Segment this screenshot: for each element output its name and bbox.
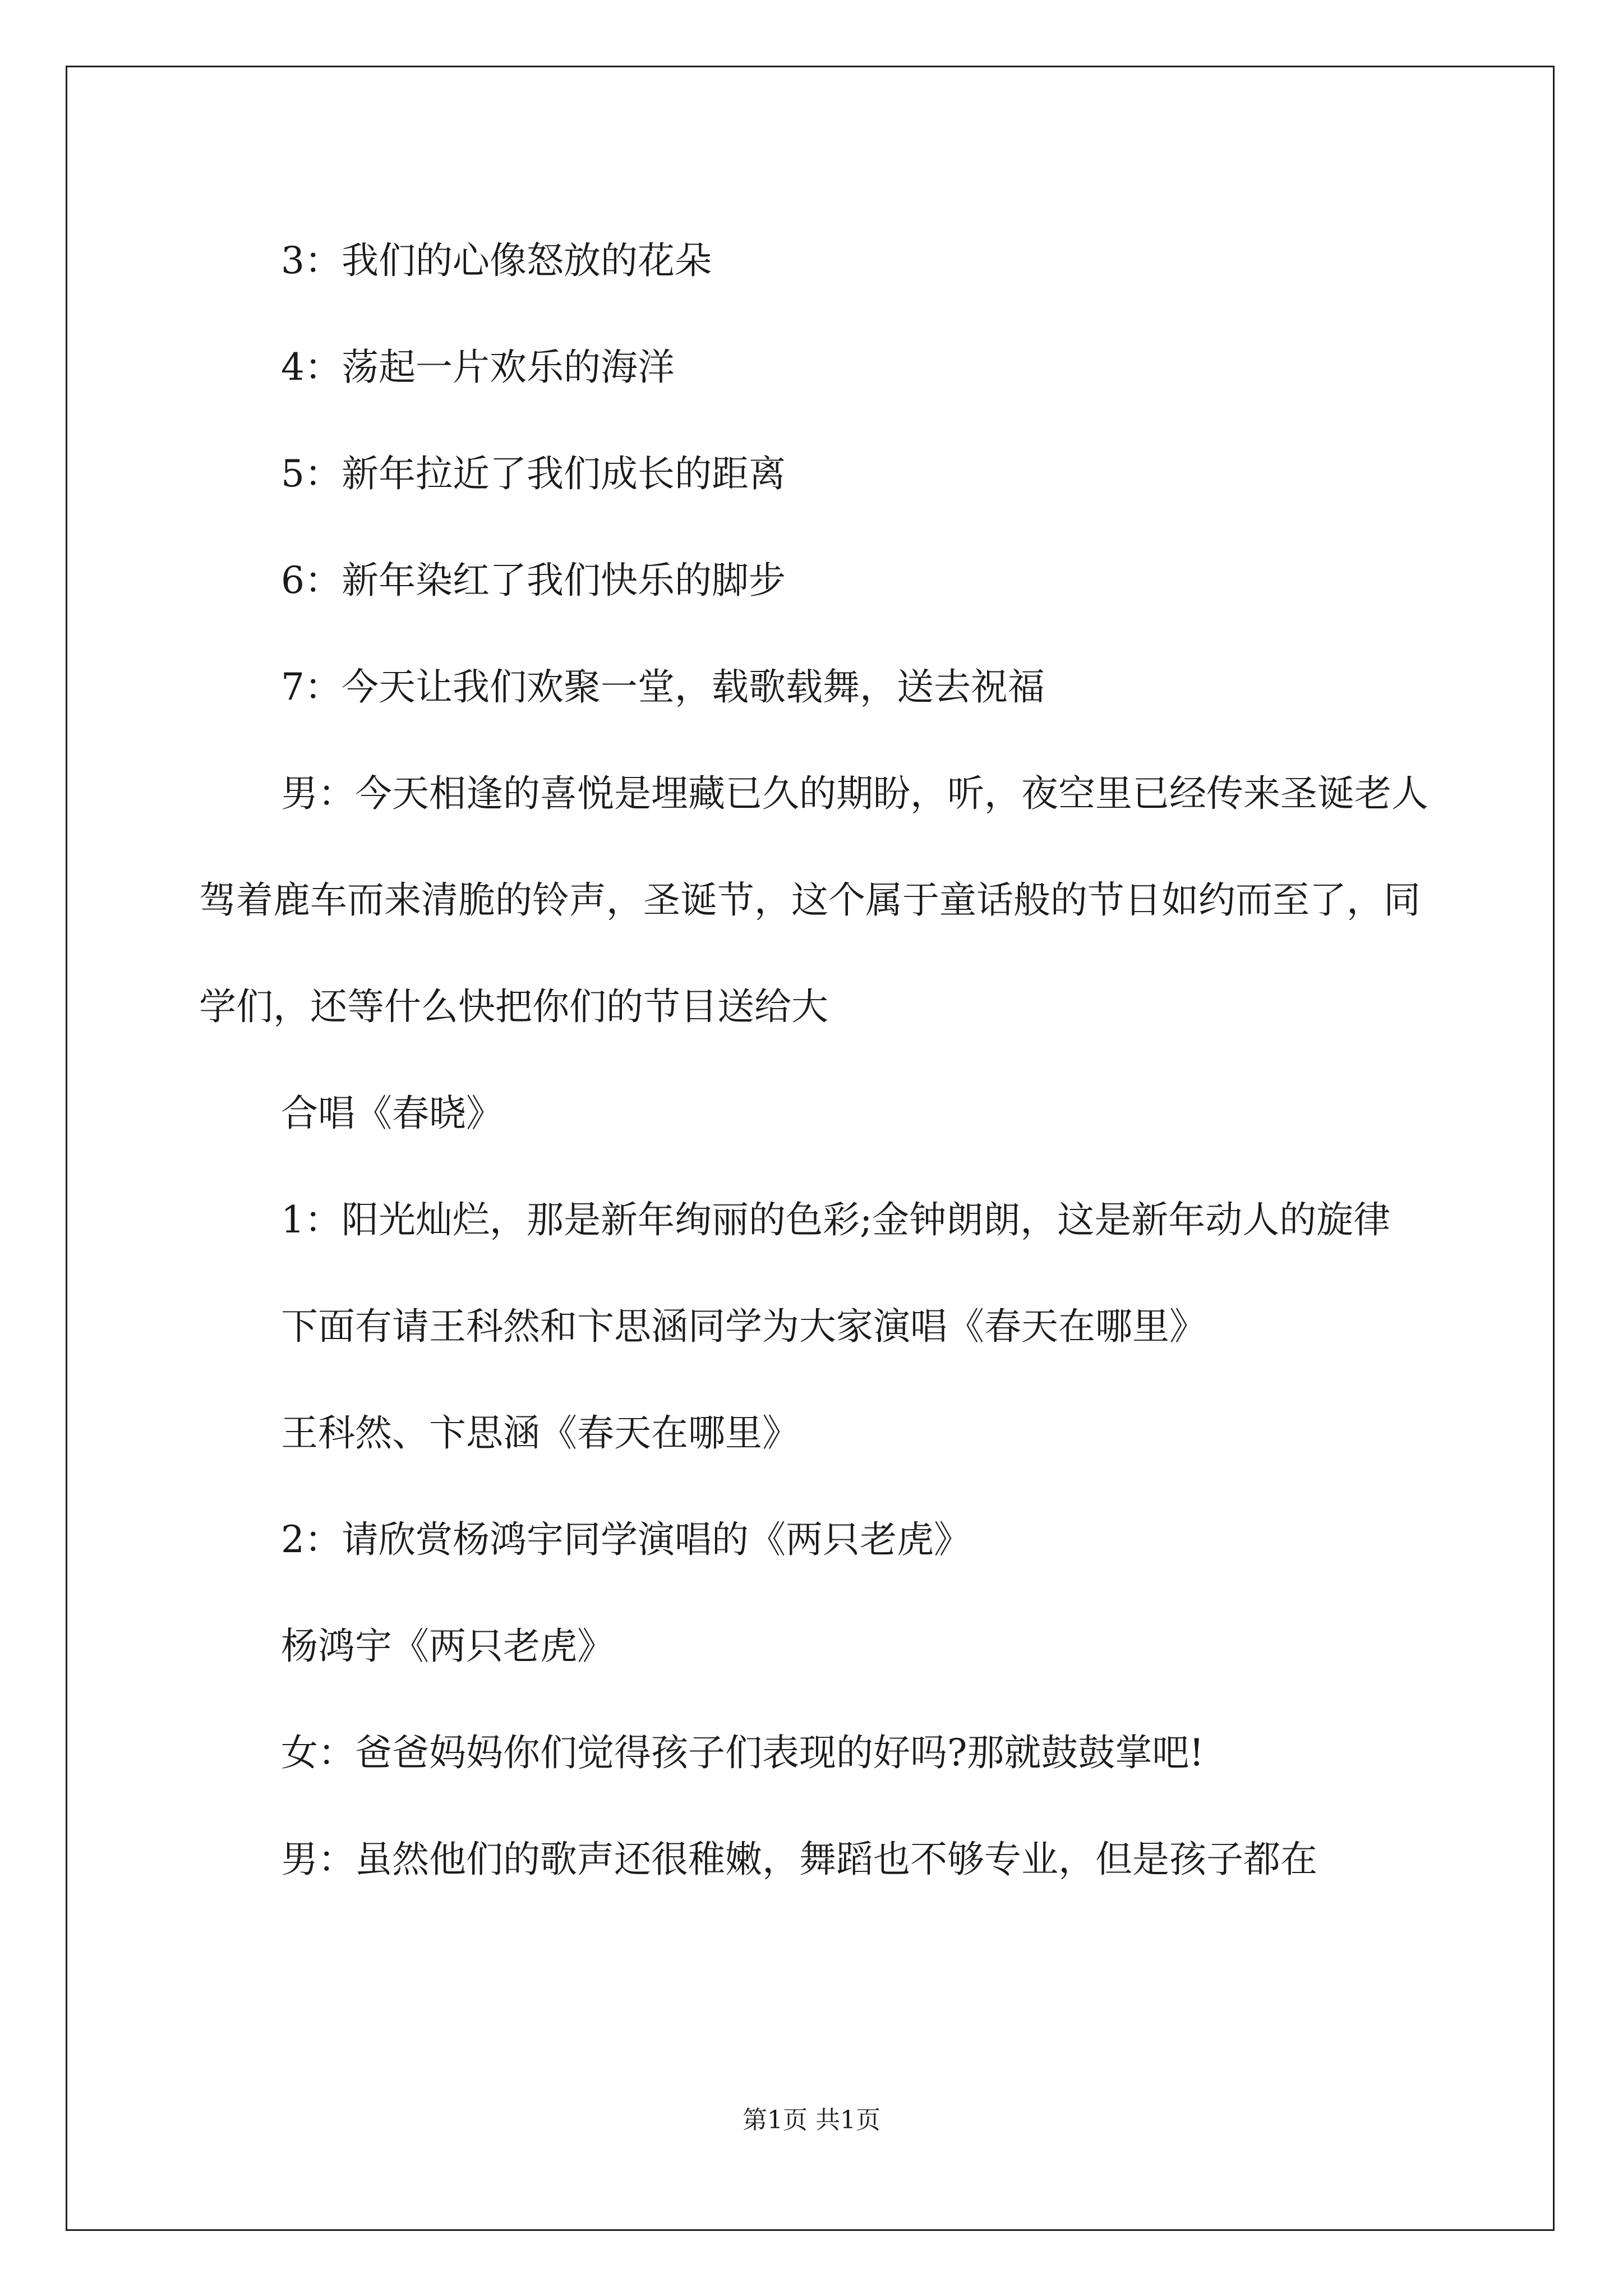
paragraph-8: 1：阳光灿烂，那是新年绚丽的色彩;金钟朗朗，这是新年动人的旋律: [281, 1198, 1391, 1241]
page-footer: 第1页 共1页: [743, 2106, 880, 2134]
paragraph-5: 7：今天让我们欢聚一堂，载歌载舞，送去祝福: [281, 665, 1045, 708]
paragraph-2: 4：荡起一片欢乐的海洋: [281, 346, 675, 389]
paragraph-11: 2：请欣赏杨鸿宇同学演唱的《两只老虎》: [281, 1518, 971, 1561]
document-body: [199, 208, 1430, 1913]
paragraph-4: 6：新年染红了我们快乐的脚步: [281, 559, 786, 602]
paragraph-3: 5：新年拉近了我们成长的距离: [281, 452, 786, 495]
paragraph-13: 女：爸爸妈妈你们觉得孩子们表现的好吗?那就鼓鼓掌吧!: [281, 1731, 1204, 1774]
paragraph-9: 下面有请王科然和卞思涵同学为大家演唱《春天在哪里》: [281, 1305, 1206, 1348]
paragraph-7: 合唱《春晓》: [281, 1092, 503, 1135]
paragraph-12: 杨鸿宇《两只老虎》: [281, 1625, 614, 1668]
paragraph-14: 男：虽然他们的歌声还很稚嫩，舞蹈也不够专业，但是孩子都在: [281, 1838, 1317, 1881]
paragraph-1: 3：我们的心像怒放的花朵: [281, 239, 712, 282]
paragraph-6: 男：今天相逢的喜悦是埋藏已久的期盼，听，夜空里已经传来圣诞老人驾着鹿车而来清脆的铃声，圣诞节，这个属于童话般的节日如约而至了，同学们，还等什么快把你们的节目送给大: [199, 772, 1428, 1028]
paragraph-10: 王科然、卞思涵《春天在哪里》: [281, 1411, 799, 1455]
